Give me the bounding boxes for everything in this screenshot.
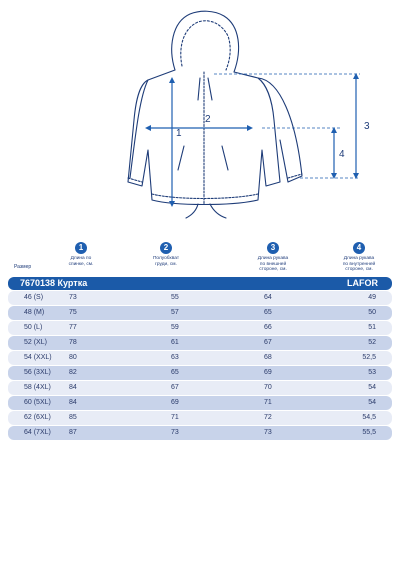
sleeve-inner-cell: 52	[368, 339, 376, 346]
sleeve-inner-cell: 54	[368, 384, 376, 391]
half-chest-cell: 65	[171, 369, 179, 376]
half-chest-cell: 69	[171, 399, 179, 406]
table-header	[0, 242, 400, 274]
size-cell: 48 (M)	[24, 309, 45, 316]
label-1: 1	[176, 128, 182, 139]
product-title-bar	[8, 277, 392, 290]
back-length-cell: 82	[69, 369, 77, 376]
brand-name: LAFOR	[347, 278, 378, 288]
back-length-cell: 80	[69, 354, 77, 361]
product-title: 7670138 Куртка	[20, 278, 88, 288]
half-chest-cell: 73	[171, 429, 179, 436]
half-chest-cell: 59	[171, 324, 179, 331]
table-row	[8, 366, 392, 380]
size-cell: 50 (L)	[24, 324, 43, 331]
sleeve-outer-cell: 72	[264, 414, 272, 421]
sleeve-outer-cell: 65	[264, 309, 272, 316]
sleeve-outer-cell: 70	[264, 384, 272, 391]
table-row	[8, 321, 392, 335]
sleeve-inner-cell: 53	[368, 369, 376, 376]
sleeve-inner-cell: 50	[368, 309, 376, 316]
table-row	[8, 396, 392, 410]
table-row	[8, 336, 392, 350]
sleeve-outer-cell: 67	[264, 339, 272, 346]
size-cell: 62 (6XL)	[24, 414, 51, 421]
sleeve-inner-cell: 54	[368, 399, 376, 406]
column-header-1	[56, 242, 106, 267]
half-chest-cell: 71	[171, 414, 179, 421]
column-header-4	[332, 242, 386, 273]
label-2: 2	[205, 114, 211, 125]
table-row	[8, 381, 392, 395]
size-table	[8, 291, 392, 441]
right-pocket	[222, 146, 228, 170]
column-header-2	[141, 242, 191, 267]
back-length-cell: 73	[69, 294, 77, 301]
table-row	[8, 426, 392, 440]
sleeve-outer-cell: 64	[264, 294, 272, 301]
size-column-header: Размер	[14, 264, 32, 270]
right-sleeve	[258, 78, 302, 182]
table-row	[8, 291, 392, 305]
column-label-3: Длина рукава по внешней стороне, см.	[257, 256, 289, 272]
size-cell: 54 (XXL)	[24, 354, 52, 361]
back-length-cell: 84	[69, 384, 77, 391]
sleeve-outer-cell: 66	[264, 324, 272, 331]
size-cell: 46 (S)	[24, 294, 44, 301]
jacket-measurement-diagram	[0, 0, 400, 240]
sleeve-inner-cell: 54,5	[362, 414, 376, 421]
half-chest-cell: 57	[171, 309, 179, 316]
table-row	[8, 306, 392, 320]
sleeve-inner-cell: 55,5	[362, 429, 376, 436]
back-length-cell: 84	[69, 399, 77, 406]
back-length-cell: 78	[69, 339, 77, 346]
sleeve-outer-cell: 73	[264, 429, 272, 436]
half-chest-cell: 67	[171, 384, 179, 391]
label-4: 4	[339, 149, 345, 160]
back-length-cell: 85	[69, 414, 77, 421]
label-3: 3	[364, 121, 370, 132]
table-row	[8, 351, 392, 365]
sleeve-outer-cell: 68	[264, 354, 272, 361]
size-cell: 58 (4XL)	[24, 384, 51, 391]
table-row	[8, 411, 392, 425]
column-label-4: Длина рукава по внутренней стороне, см.	[342, 256, 376, 272]
back-length-cell: 87	[69, 429, 77, 436]
sleeve-outer-cell: 71	[264, 399, 272, 406]
column-number-2: 2	[160, 242, 172, 254]
sleeve-inner-cell: 52,5	[362, 354, 376, 361]
sleeve-inner-cell: 49	[368, 294, 376, 301]
half-chest-cell: 61	[171, 339, 179, 346]
sleeve-outer-cell: 69	[264, 369, 272, 376]
size-cell: 60 (5XL)	[24, 399, 51, 406]
back-length-cell: 75	[69, 309, 77, 316]
sleeve-inner-cell: 51	[368, 324, 376, 331]
column-number-3: 3	[267, 242, 279, 254]
column-label-2: Полуобхват груди, см.	[152, 256, 180, 267]
column-header-3	[247, 242, 299, 273]
back-length-cell: 77	[69, 324, 77, 331]
half-chest-cell: 63	[171, 354, 179, 361]
size-cell: 64 (7XL)	[24, 429, 51, 436]
left-pocket	[178, 146, 184, 170]
column-number-4: 4	[353, 242, 365, 254]
size-cell: 52 (XL)	[24, 339, 47, 346]
half-chest-cell: 55	[171, 294, 179, 301]
column-label-1: Длина по спинке, см.	[68, 256, 94, 267]
size-cell: 56 (3XL)	[24, 369, 51, 376]
column-number-1: 1	[75, 242, 87, 254]
